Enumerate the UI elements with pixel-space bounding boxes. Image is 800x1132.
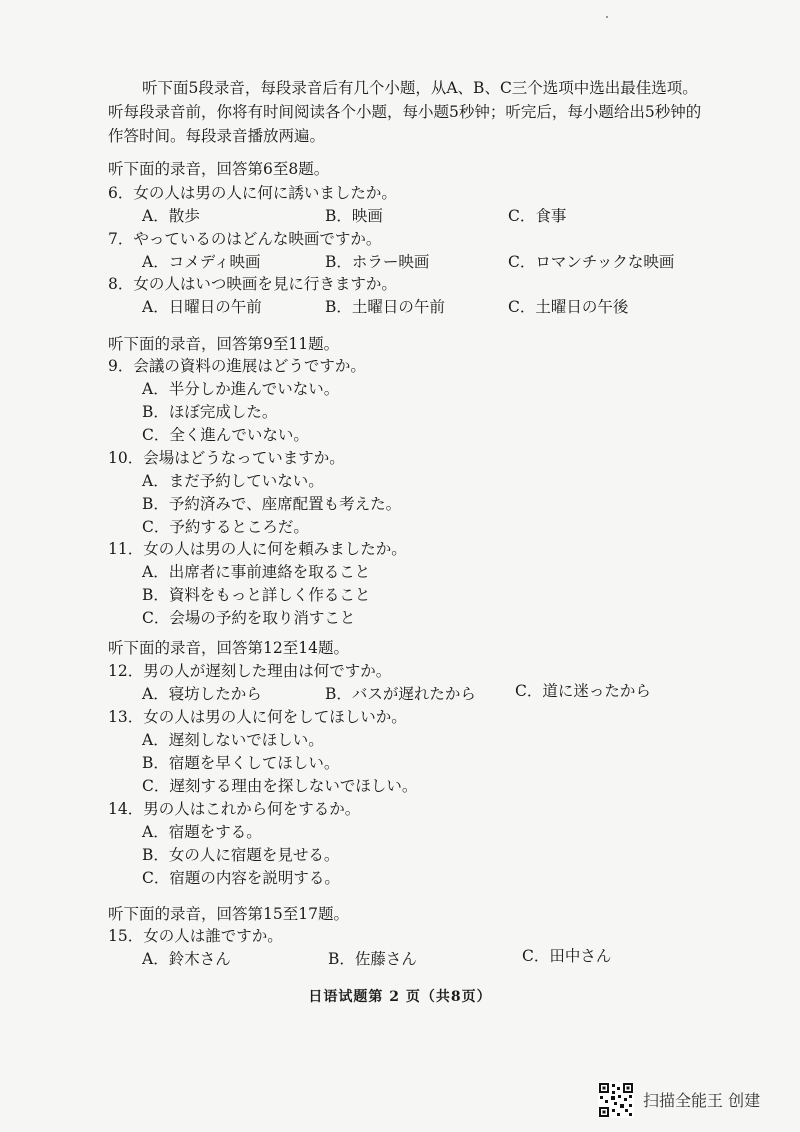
option-b: B．佐藤さん: [328, 950, 417, 968]
section-header: 听下面的录音，回答第12至14题。: [108, 639, 349, 657]
option-b: B．映画: [325, 207, 383, 225]
question-6: 6．女の人は男の人に何に誘いましたか。: [108, 184, 397, 202]
option-b: B．資料をもっと詳しく作ること: [142, 586, 371, 604]
option-c: C．会場の予約を取り消すこと: [142, 609, 356, 627]
option-a: A．コメディ映画: [142, 253, 261, 271]
option-c: C．土曜日の午後: [508, 298, 629, 316]
option-a: A．日曜日の午前: [142, 298, 262, 316]
option-c: C．予約するところだ。: [142, 518, 309, 536]
question-14: 14．男の人はこれから何をするか。: [108, 800, 361, 818]
option-c: C．食事: [508, 207, 567, 225]
section-header: 听下面的录音，回答第15至17题。: [108, 905, 349, 923]
option-b: B．ホラー映画: [325, 253, 430, 271]
option-a: A．まだ予約していない。: [142, 472, 324, 490]
question-12: 12．男の人が遅刻した理由は何ですか。: [108, 662, 392, 680]
question-10: 10．会場はどうなっていますか。: [108, 449, 345, 467]
option-b: B．バスが遅れたから: [325, 685, 476, 703]
option-a: A．半分しか進んでいない。: [142, 380, 340, 398]
option-b: B．ほぼ完成した。: [142, 403, 278, 421]
option-c: C．全く進んでいない。: [142, 426, 309, 444]
option-a: A．寝坊したから: [142, 685, 262, 703]
question-15: 15．女の人は誰ですか。: [108, 927, 283, 945]
scanner-watermark: 扫描全能王 创建: [643, 1091, 761, 1110]
listening-instructions: 听下面5段录音，每段录音后有几个小题，从A、B、C三个选项中选出最佳选项。听每段录音前，你将有时间阅读各个小题，每小题5秒钟；听完后，每小题给出5秒钟的作答时间。每段录音播放两遍。: [108, 79, 702, 145]
option-a: A．鈴木さん: [142, 950, 231, 968]
option-c: C．ロマンチックな映画: [508, 253, 675, 271]
question-11: 11．女の人は男の人に何を頼みましたか。: [108, 540, 407, 558]
option-b: B．予約済みで、座席配置も考えた。: [142, 495, 402, 513]
option-b: B．土曜日の午前: [325, 298, 445, 316]
option-a: A．宿題をする。: [142, 823, 262, 841]
question-9: 9．会議の資料の進展はどうですか。: [108, 357, 366, 375]
option-b: B．宿題を早くしてほしい。: [142, 754, 340, 772]
option-c: C．遅刻する理由を探しないでほしい。: [142, 777, 418, 795]
option-c: C．田中さん: [522, 947, 612, 965]
question-7: 7．やっているのはどんな映画ですか。: [108, 230, 382, 248]
option-a: A．遅刻しないでほしい。: [142, 731, 324, 749]
scan-speck: [606, 16, 608, 18]
option-a: A．散歩: [142, 207, 200, 225]
question-13: 13．女の人は男の人に何をしてほしいか。: [108, 708, 407, 726]
option-b: B．女の人に宿題を見せる。: [142, 846, 340, 864]
option-c: C．宿題の内容を説明する。: [142, 869, 340, 887]
section-header: 听下面的录音，回答第6至8题。: [108, 160, 330, 178]
section-header: 听下面的录音，回答第9至11题。: [108, 335, 340, 353]
qr-code-icon: [598, 1082, 634, 1118]
question-8: 8．女の人はいつ映画を見に行きますか。: [108, 275, 397, 293]
option-a: A．出席者に事前連絡を取ること: [142, 563, 371, 581]
option-c: C．道に迷ったから: [515, 682, 651, 700]
page-footer: 日语试题第 2 页（共8页）: [308, 989, 492, 1005]
